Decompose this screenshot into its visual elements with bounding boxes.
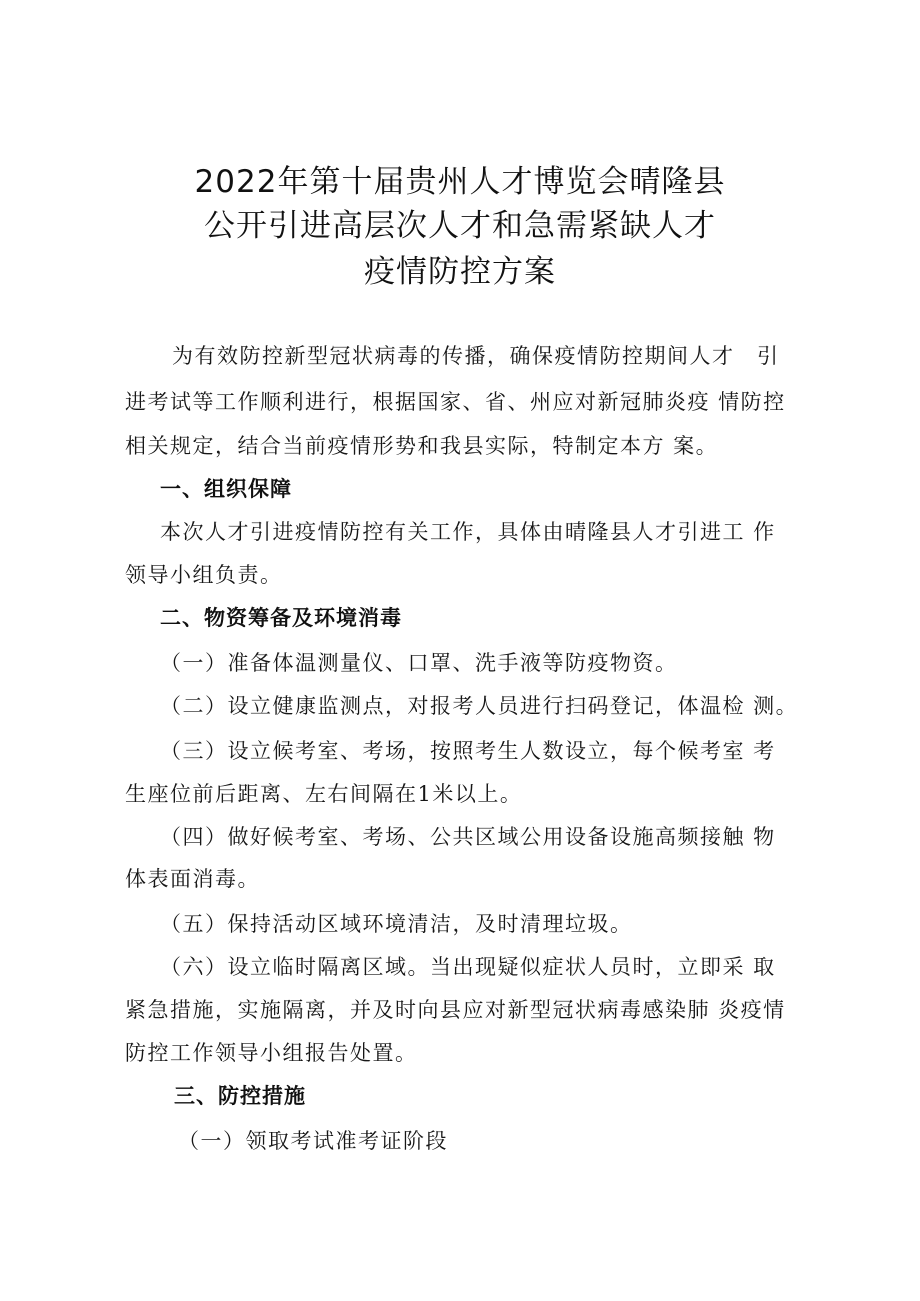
supplies-item-3-line-1: （三）设立候考室、考场，按照考生人数设立，每个候考室 考 (160, 739, 776, 763)
supplies-item-2: （二）设立健康监测点，对报考人员进行扫码登记，体温检 测。 (160, 694, 799, 718)
supplies-item-4-line-1: （四）做好候考室、考场、公共区域公用设备设施高频接触 物 (160, 825, 776, 849)
intro-paragraph-line-3: 相关规定，结合当前疫情形势和我县实际，特制定本方 案。 (125, 434, 719, 458)
supplies-item-6-line-1: （六）设立临时隔离区域。当出现疑似症状人员时，立即采 取 (160, 955, 776, 979)
section-heading-organization: 一、组织保障 (160, 477, 292, 501)
measures-item-1: （一）领取考试准考证阶段 (178, 1129, 448, 1153)
supplies-item-5: （五）保持活动区域环境清洁，及时清理垃圾。 (160, 912, 633, 936)
intro-paragraph-line-2: 进考试等工作顺利进行，根据国家、省、州应对新冠肺炎疫 情防控 (125, 390, 786, 414)
supplies-item-4-line-2: 体表面消毒。 (125, 867, 260, 891)
section-heading-supplies-disinfection: 二、物资筹备及环境消毒 (160, 606, 402, 630)
supplies-item-3-line-2: 生座位前后距离、左右间隔在1米以上。 (125, 782, 523, 806)
supplies-item-6-line-3: 防控工作领导小组报告处置。 (125, 1041, 418, 1065)
document-title-line-2: 公开引进高层次人才和急需紧缺人才 (204, 208, 716, 244)
section-heading-prevention-measures: 三、防控措施 (174, 1084, 306, 1108)
supplies-item-1: （一）准备体温测量仪、口罩、洗手液等防疫物资。 (160, 651, 678, 675)
document-title-line-3: 疫情防控方案 (364, 254, 556, 290)
section1-paragraph-line-1: 本次人才引进疫情防控有关工作，具体由晴隆县人才引进工 作 (160, 520, 776, 544)
section1-paragraph-line-2: 领导小组负责。 (125, 563, 283, 587)
supplies-item-6-line-2: 紧急措施，实施隔离，并及时向县应对新型冠状病毒感染肺 炎疫情 (125, 998, 786, 1022)
document-title-line-1: 2022年第十届贵州人才博览会晴隆县 (194, 164, 726, 200)
intro-paragraph-line-1: 为有效防控新型冠状病毒的传播，确保疫情防控期间人才 引 (172, 344, 780, 368)
